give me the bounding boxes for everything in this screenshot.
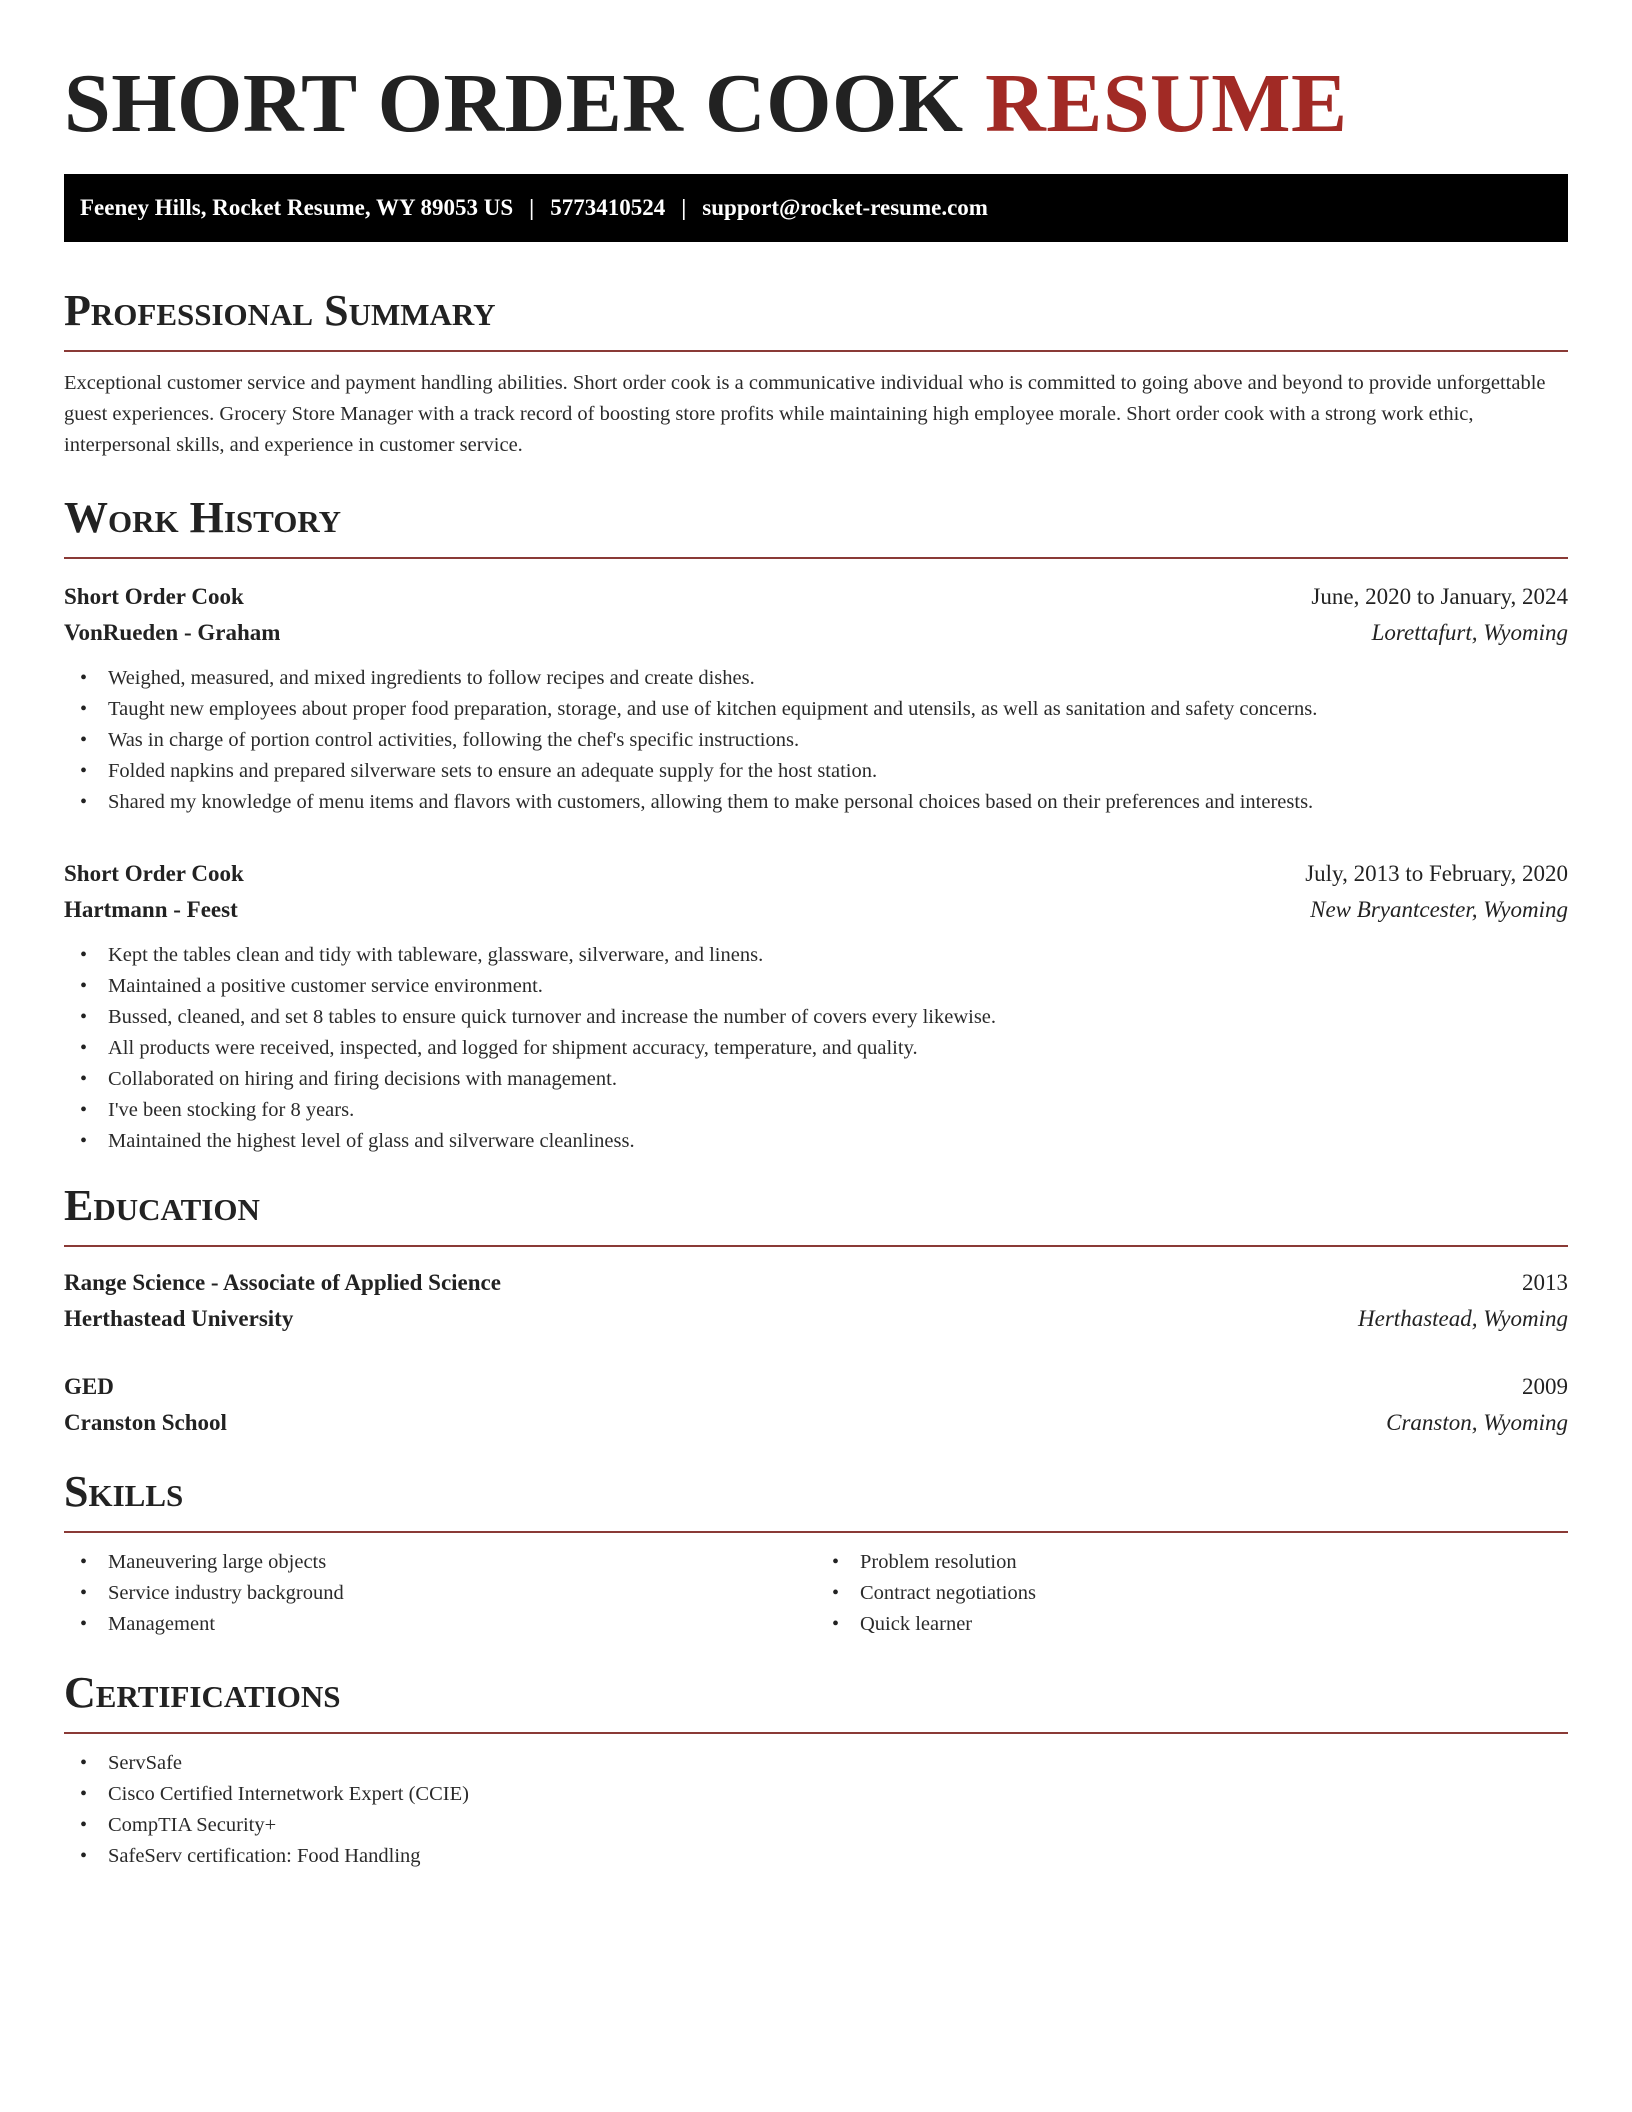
contact-address: Feeney Hills, Rocket Resume, WY 89053 US [80, 195, 514, 220]
skill-item: • Service industry background [64, 1578, 816, 1609]
skill-item: • Maneuvering large objects [64, 1547, 816, 1578]
job-duty-item: • Kept the tables clean and tidy with tableware, glassware, silverware, and linens. [64, 940, 1568, 971]
job-dates: July, 2013 to February, 2020 [1305, 861, 1568, 886]
education-school: Herthastead University [64, 1306, 294, 1331]
job-duty-item: • Shared my knowledge of menu items and flavors with customers, allowing them to make personal choices based on their preferences and interests. [64, 787, 1568, 818]
skill-item: • Quick learner [816, 1609, 1568, 1640]
education-degree: Range Science - Associate of Applied Science [64, 1270, 501, 1295]
job-location: New Bryantcester, Wyoming [1310, 897, 1568, 922]
education-entry [64, 1265, 1568, 1337]
job-duties [64, 663, 1568, 818]
job-company: VonRueden - Graham [64, 620, 281, 645]
job-duty-item: • Collaborated on hiring and firing decisions with management. [64, 1064, 1568, 1095]
education-degree: GED [64, 1374, 114, 1399]
job-header-row [64, 856, 1568, 892]
education-school-row [64, 1301, 1568, 1337]
job-company: Hartmann - Feest [64, 897, 238, 922]
education-location: Cranston, Wyoming [1386, 1410, 1568, 1435]
work-history-heading: Work History [64, 493, 342, 542]
skills-columns [64, 1547, 1568, 1640]
skills-list-left [64, 1547, 816, 1640]
title-main: SHORT ORDER COOK [64, 57, 964, 150]
education-degree-row [64, 1369, 1568, 1405]
contact-separator: | [681, 195, 687, 220]
job-duty-item: • Folded napkins and prepared silverware sets to ensure an adequate supply for the host station. [64, 756, 1568, 787]
certification-item: • Cisco Certified Internetwork Expert (CCIE) [64, 1779, 1568, 1810]
resume-title [64, 54, 1568, 154]
section-divider [64, 1732, 1568, 1734]
job-dates: June, 2020 to January, 2024 [1311, 584, 1568, 609]
skills-heading: Skills [64, 1467, 184, 1516]
education-heading: Education [64, 1181, 260, 1230]
summary-heading: Professional Summary [64, 286, 496, 335]
contact-separator: | [529, 195, 535, 220]
certification-item: • CompTIA Security+ [64, 1810, 1568, 1841]
job-company-row [64, 892, 1568, 928]
education-year: 2009 [1522, 1374, 1568, 1399]
section-divider [64, 557, 1568, 559]
job-company-row [64, 615, 1568, 651]
skill-item: • Problem resolution [816, 1547, 1568, 1578]
section-divider [64, 350, 1568, 352]
contact-email: support@rocket-resume.com [702, 195, 988, 220]
summary-text: Exceptional customer service and payment handling abilities. Short order cook is a communicative individual who is committed to going above and beyond to provide unforgettable guest experiences. Grocery Store Manager with a track record of boosting store profits while maintaining high employee morale. Short order cook with a strong work ethic, interpersonal skills, and experience in customer service. [64, 372, 1546, 456]
certifications-heading: Certifications [64, 1668, 341, 1717]
education-entry [64, 1369, 1568, 1441]
job-entry [64, 856, 1568, 1157]
job-duty-item: • Weighed, measured, and mixed ingredients to follow recipes and create dishes. [64, 663, 1568, 694]
skill-item: • Management [64, 1609, 816, 1640]
education-school-row [64, 1405, 1568, 1441]
job-header-row [64, 579, 1568, 615]
job-duty-item: • Maintained the highest level of glass and silverware cleanliness. [64, 1126, 1568, 1157]
job-title: Short Order Cook [64, 861, 244, 886]
section-divider [64, 1245, 1568, 1247]
job-duty-item: • Taught new employees about proper food preparation, storage, and use of kitchen equipment and utensils, as well as sanitation and safety concerns. [64, 694, 1568, 725]
education-location: Herthastead, Wyoming [1358, 1306, 1568, 1331]
job-duty-item: • Bussed, cleaned, and set 8 tables to ensure quick turnover and increase the number of covers every likewise. [64, 1002, 1568, 1033]
section-divider [64, 1531, 1568, 1533]
title-accent: RESUME [985, 57, 1348, 150]
job-entry [64, 579, 1568, 818]
job-duty-item: • Maintained a positive customer service environment. [64, 971, 1568, 1002]
education-degree-row [64, 1265, 1568, 1301]
job-duty-item: • Was in charge of portion control activities, following the chef's specific instructions. [64, 725, 1568, 756]
certification-item: • SafeServ certification: Food Handling [64, 1841, 1568, 1872]
skill-item: • Contract negotiations [816, 1578, 1568, 1609]
education-year: 2013 [1522, 1270, 1568, 1295]
certification-item: • ServSafe [64, 1748, 1568, 1779]
certifications-list [64, 1748, 1568, 1872]
contact-bar [64, 174, 1568, 242]
education-school: Cranston School [64, 1410, 227, 1435]
job-duty-item: • All products were received, inspected, and logged for shipment accuracy, temperature, and quality. [64, 1033, 1568, 1064]
contact-phone: 5773410524 [550, 195, 666, 220]
skills-list-right [816, 1547, 1568, 1640]
job-location: Lorettafurt, Wyoming [1371, 620, 1568, 645]
job-duty-item: • I've been stocking for 8 years. [64, 1095, 1568, 1126]
job-duties [64, 940, 1568, 1157]
job-title: Short Order Cook [64, 584, 244, 609]
certifications-section [64, 1666, 1568, 1872]
